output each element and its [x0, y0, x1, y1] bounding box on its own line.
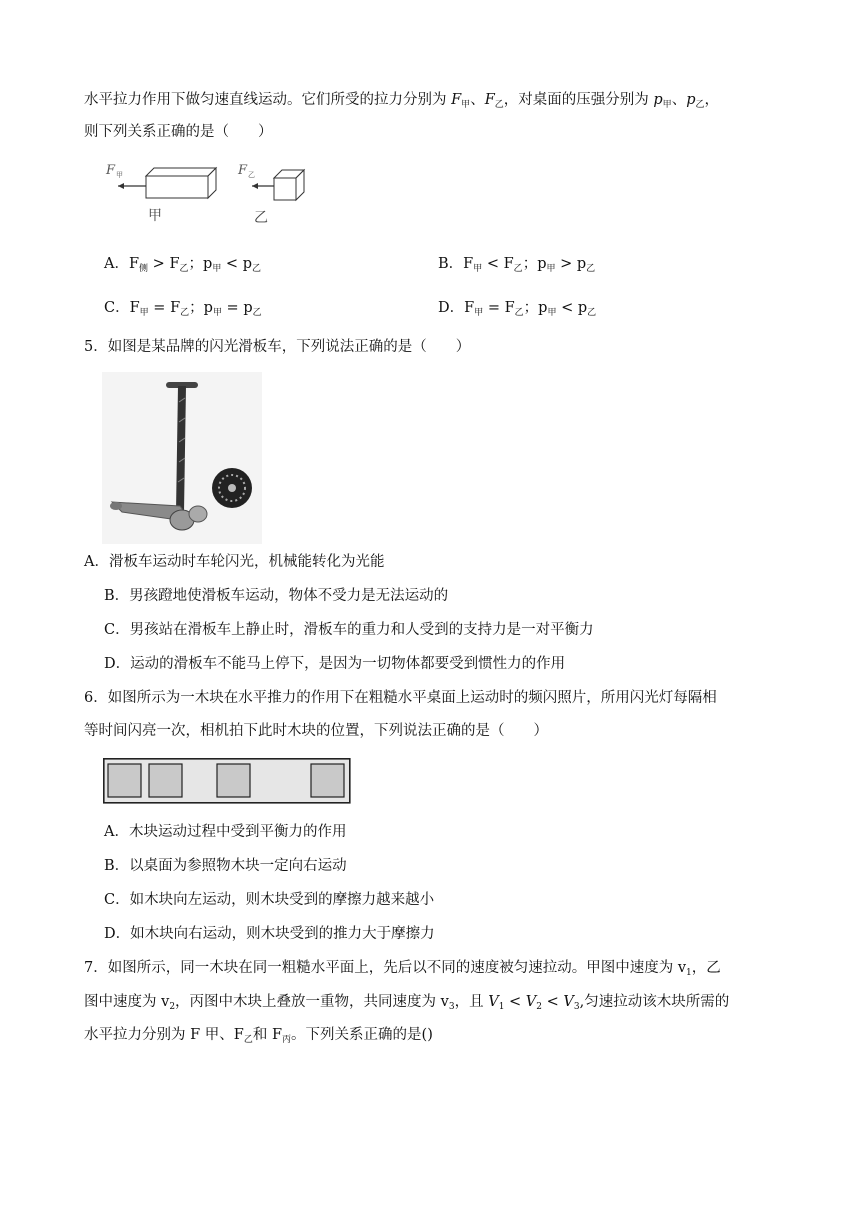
q5-stem: 5．如图是某品牌的闪光滑板车，下列说法正确的是（ ） — [84, 339, 471, 355]
q6-option-c: C．如木块向左运动，则木块受到的摩擦力越来越小 — [104, 892, 435, 908]
q6-stem-line1: 6．如图所示为一木块在水平推力的作用下在粗糙水平桌面上运动时的频闪照片，所用闪光灯每隔相 — [84, 690, 717, 706]
q4-stem-line2: 则下列关系正确的是（ ） — [84, 124, 273, 140]
q6-stem-line2: 等时间闪亮一次，相机拍下此时木块的位置，下列说法正确的是（ ） — [84, 723, 548, 739]
q5-option-d: D．运动的滑板车不能马上停下，是因为一切物体都要受到惯性力的作用 — [104, 656, 566, 672]
fig-f-jia: F — [106, 163, 116, 178]
svg-text:甲: 甲 — [116, 171, 123, 179]
q4-option-c: C．$F_甲 = F_乙$；$p_甲 = p_乙$ — [104, 300, 262, 318]
q5-option-b: B．男孩蹬地使滑板车运动，物体不受力是无法运动的 — [104, 588, 449, 604]
block-position-2 — [149, 764, 182, 797]
fig-f-yi: F — [238, 163, 248, 178]
block-position-1 — [108, 764, 141, 797]
q4-figure-blocks — [104, 156, 314, 232]
q4-option-d: D．$F_甲 = F_乙$；$p_甲 < p_乙$ — [438, 300, 597, 318]
block-position-4 — [311, 764, 344, 797]
fig-label-yi: 乙 — [254, 210, 268, 226]
q4-stem-line1: 水平拉力作用下做匀速直线运动。它们所受的拉力分别为 $F_甲$、$F_乙$，对桌面的压强分别为 $p_甲$、$p_乙$， — [84, 92, 719, 110]
svg-text:乙: 乙 — [248, 171, 255, 179]
q7-line2: 图中速度为 $v_2$，丙图中木块上叠放一重物，共同速度为 $v_3$，且 $V_1 < V_2 < V_3$,匀速拉动该木块所需的 — [84, 994, 730, 1012]
q4-option-a: A．$F_侧 > F_乙$；$p_甲 < p_乙$ — [104, 256, 262, 274]
q5-option-c: C．男孩站在滑板车上静止时，滑板车的重力和人受到的支持力是一对平衡力 — [104, 622, 594, 638]
strobe-photo-figure — [103, 758, 351, 804]
q7-line3: 水平拉力分别为 F 甲、$F_乙$和 $F_丙$。下列关系正确的是() — [84, 1027, 433, 1045]
q7-line1: 7．如图所示，同一木块在同一粗糙水平面上，先后以不同的速度被匀速拉动。甲图中速度为 $v_1$，乙 — [84, 960, 721, 978]
q6-option-d: D．如木块向右运动，则木块受到的推力大于摩擦力 — [104, 926, 435, 942]
block-position-3 — [217, 764, 250, 797]
q6-option-a: A．木块运动过程中受到平衡力的作用 — [104, 824, 347, 840]
fig-label-jia: 甲 — [148, 208, 162, 224]
q5-option-a: A．滑板车运动时车轮闪光，机械能转化为光能 — [84, 554, 385, 570]
q4-option-b: B．$F_甲 < F_乙$；$p_甲 > p_乙$ — [438, 256, 596, 274]
scooter-photo — [102, 372, 262, 544]
q6-option-b: B．以桌面为参照物木块一定向右运动 — [104, 858, 347, 874]
